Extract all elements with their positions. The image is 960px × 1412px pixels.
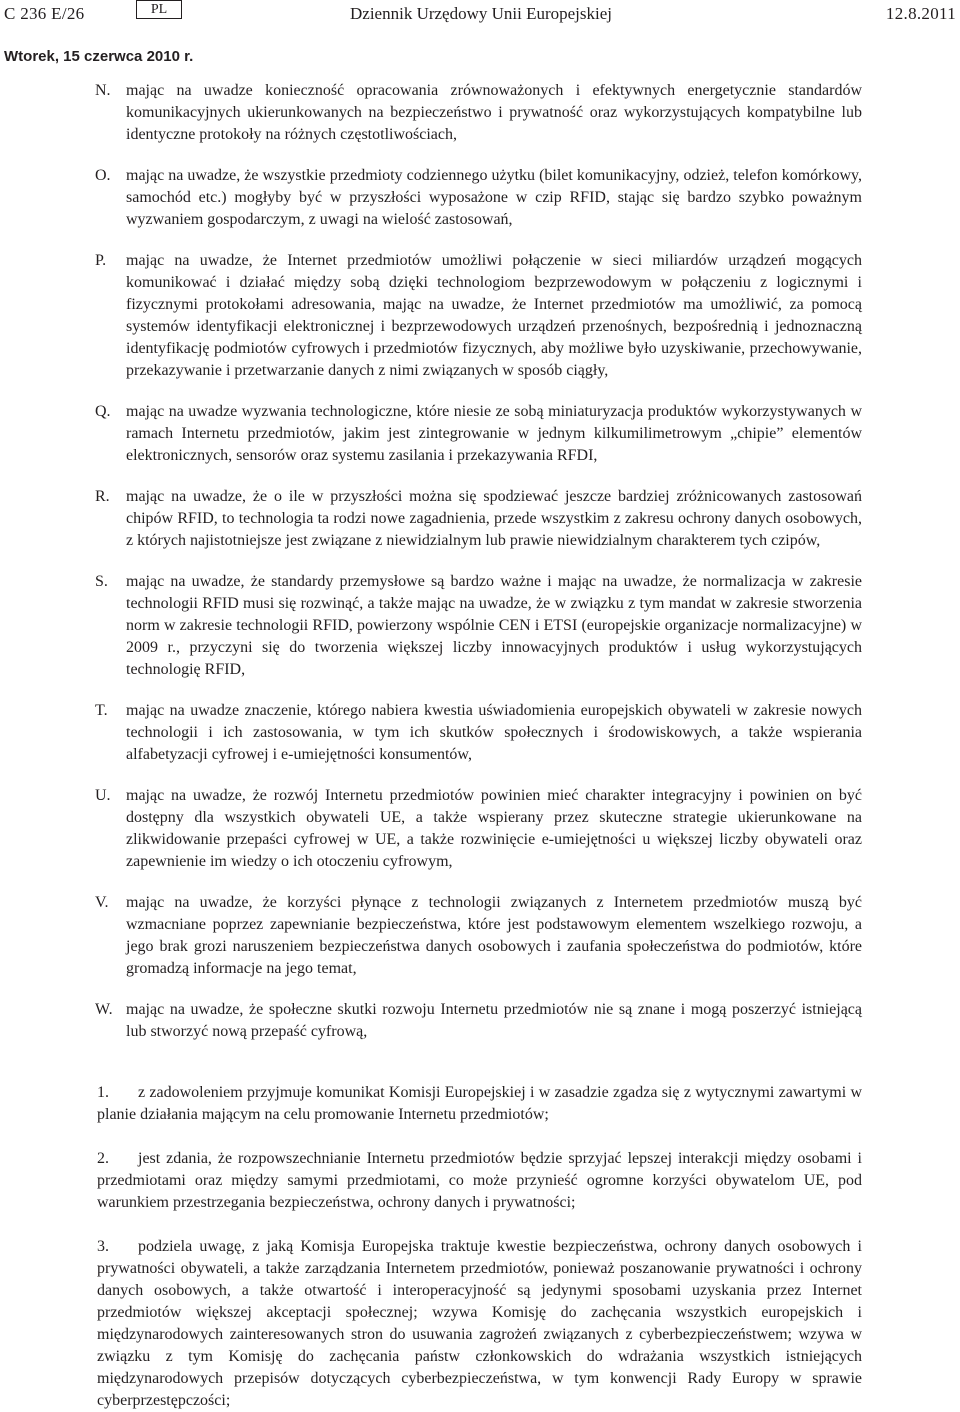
recital-item	[0, 571, 960, 681]
numbered-point	[0, 1236, 960, 1412]
recital-letter: S.	[95, 573, 108, 590]
recital-item	[0, 999, 960, 1043]
recital-letter: V.	[95, 894, 109, 911]
recital-text: mając na uwadze, że wszystkie przedmioty codziennego użytku (bilet komunikacyjny, odzież, telefon komórkowy, samochód etc.) mogłyby być w przyszłości wyposażone w czip RFID, stając się bardzo szybko poważnym wyzwaniem gospodarczym, z uwagi na wielość zastosowań,	[126, 167, 862, 228]
page-header	[0, 0, 960, 28]
recital-text: mając na uwadze, że standardy przemysłowe są bardzo ważne i mając na uwadze, że normalizacja w zakresie technologii RFID musi się rozwinąć, a także mając na uwadze, że w związku z tym mandat w zakresie stworzenia norm w zakresie technologii RFID, powierzony wspólnie CEN i ETSI (europejskie organizacje normalizacyjne) w 2009 r., przyczyni się do tworzenia większej liczby innowacyjnych produktów i usług wykorzystujących technologię RFID,	[126, 573, 862, 678]
recital-item	[0, 165, 960, 231]
point-text: z zadowoleniem przyjmuje komunikat Komisji Europejskiej i w zasadzie zgadza się z wytycznymi zawartymi w planie działania mającym na celu promowanie Internetu przedmiotów;	[97, 1084, 862, 1123]
publication-date: 12.8.2011	[885, 4, 956, 23]
point-number: 1.	[97, 1084, 109, 1101]
recital-text: mając na uwadze wyzwania technologiczne, które niesie ze sobą miniaturyzacja produktów wykorzystywanych w ramach Internetu przedmiotów, jakim jest zintegrowanie w jednym kilkumilimetrowym „chipie” elementów elektronicznych, sensorów oraz systemu zasilania i przekazywania RFDI,	[126, 403, 862, 464]
recital-letter: W.	[95, 1001, 113, 1018]
recital-item	[0, 80, 960, 146]
numbered-point	[0, 1148, 960, 1214]
recital-text: mając na uwadze, że społeczne skutki rozwoju Internetu przedmiotów nie są znane i mogą poszerzyć istniejącą lub stworzyć nową przepaść cyfrową,	[126, 1001, 862, 1040]
journal-title: Dziennik Urzędowy Unii Europejskiej	[350, 4, 613, 23]
recital-text: mając na uwadze, że rozwój Internetu przedmiotów powinien mieć charakter integracyjny i powinien on być dostępny dla wszystkich obywateli UE, a także wspierany przez skuteczne strategie ukierunkowane na zlikwidowanie przepaści cyfrowej w UE, a także rozwinięcie e-umiejętności u większej liczby obywateli oraz zapewnienie im wiedzy o ich otoczeniu cyfrowym,	[126, 787, 862, 870]
point-number: 2.	[97, 1150, 109, 1167]
recital-text: mając na uwadze, że korzyści płynące z technologii związanych z Internetem przedmiotów muszą być wzmacniane poprzez zapewnianie bezpieczeństwa, które jest podstawowym elementem wszelkiego rozwoju, a jego brak grozi naruszeniem bezpieczeństwa danych osobowych i zaufania społeczeństwa do podmiotów, które gromadzą informacje na jego temat,	[126, 894, 862, 977]
recital-letter: N.	[95, 82, 111, 99]
page-reference: C 236 E/26	[4, 4, 85, 23]
numbered-point	[0, 1082, 960, 1126]
recital-text: mając na uwadze znaczenie, którego nabiera kwestia uświadomienia europejskich obywateli w zakresie nowych technologii i ich zastosowania, w tym ich skutków społecznych i środowiskowych, a także wspierania alfabetyzacji cyfrowej i e-umiejętności konsumentów,	[126, 702, 862, 763]
recital-item	[0, 785, 960, 873]
recital-letter: P.	[95, 252, 107, 269]
recital-item	[0, 892, 960, 980]
recital-letter: Q.	[95, 403, 111, 420]
point-number: 3.	[97, 1238, 109, 1255]
recital-letter: O.	[95, 167, 111, 184]
point-text: jest zdania, że rozpowszechnianie Internetu przedmiotów będzie sprzyjać lepszej interakcji między osobami i przedmiotami oraz między samymi przedmiotami, co może przynieść ogromne korzyści obywatelom UE, pod warunkiem przestrzegania bezpieczeństwa, ochrony danych i prywatności;	[97, 1150, 862, 1211]
recital-letter: R.	[95, 488, 110, 505]
numbered-points	[0, 1082, 960, 1412]
sitting-date: Wtorek, 15 czerwca 2010 r.	[4, 48, 194, 65]
recital-item	[0, 486, 960, 552]
recital-item	[0, 700, 960, 766]
recital-text: mając na uwadze, że Internet przedmiotów umożliwi połączenie w sieci miliardów urządzeń mogących komunikować i działać między sobą dzięki technologiom bezprzewodowym w połączeniu z logicznymi i fizycznymi protokołami adresowania, mając na uwadze, że Internet przedmiotów ma umożliwić, za pomocą systemów identyfikacji elektronicznej i bezprzewodowych urządzeń przenośnych, bezpośrednią i jednoznaczną identyfikację podmiotów cyfrowych i przedmiotów fizycznych, aby możliwe było uzyskiwanie, przechowywanie, przekazywanie i przetwarzanie danych z nimi związanych w sposób ciągły,	[126, 252, 862, 379]
point-text: podziela uwagę, z jaką Komisja Europejska traktuje kwestie bezpieczeństwa, ochrony danych osobowych i prywatności obywateli, a także zarządzania Internetem przedmiotów, ponieważ poszanowanie prywatności i ochrony danych osobowych, a także otwartość i interoperacyjność są jedynymi sposobami uzyskania przez Internet przedmiotów większej akceptacji społecznej; wzywa Komisję do zachęcania wszystkich europejskich i międzynarodowych zainteresowanych stron do usuwania zagrożeń związanych z cyberbezpieczeństwem; wzywa w związku z tym Komisję do zachęcania państw członkowskich do wdrażania wszystkich istniejących międzynarodowych przepisów dotyczących cyberbezpieczeństwa, w tym konwencji Rady Europy w sprawie cyberprzestępczości;	[97, 1238, 862, 1409]
recital-letter: T.	[95, 702, 108, 719]
language-badge: PL	[136, 0, 182, 19]
recital-item	[0, 250, 960, 382]
recital-text: mając na uwadze konieczność opracowania zrównoważonych i efektywnych energetycznie standardów komunikacyjnych ukierunkowanych na bezpieczeństwo i prywatność oraz wykorzystujących kompatybilne lub identyczne protokoły na różnych częstotliwościach,	[126, 82, 862, 143]
recital-text: mając na uwadze, że o ile w przyszłości można się spodziewać jeszcze bardziej zróżnicowanych zastosowań chipów RFID, to technologia ta rodzi nowe zagadnienia, przede wszystkim z zakresu ochrony danych osobowych, z których najistotniejsze jest związane z niewidzialnym lub prawie niewidzialnym charakterem tych czipów,	[126, 488, 862, 549]
recitals-list	[0, 80, 960, 1043]
recital-item	[0, 401, 960, 467]
recital-letter: U.	[95, 787, 111, 804]
